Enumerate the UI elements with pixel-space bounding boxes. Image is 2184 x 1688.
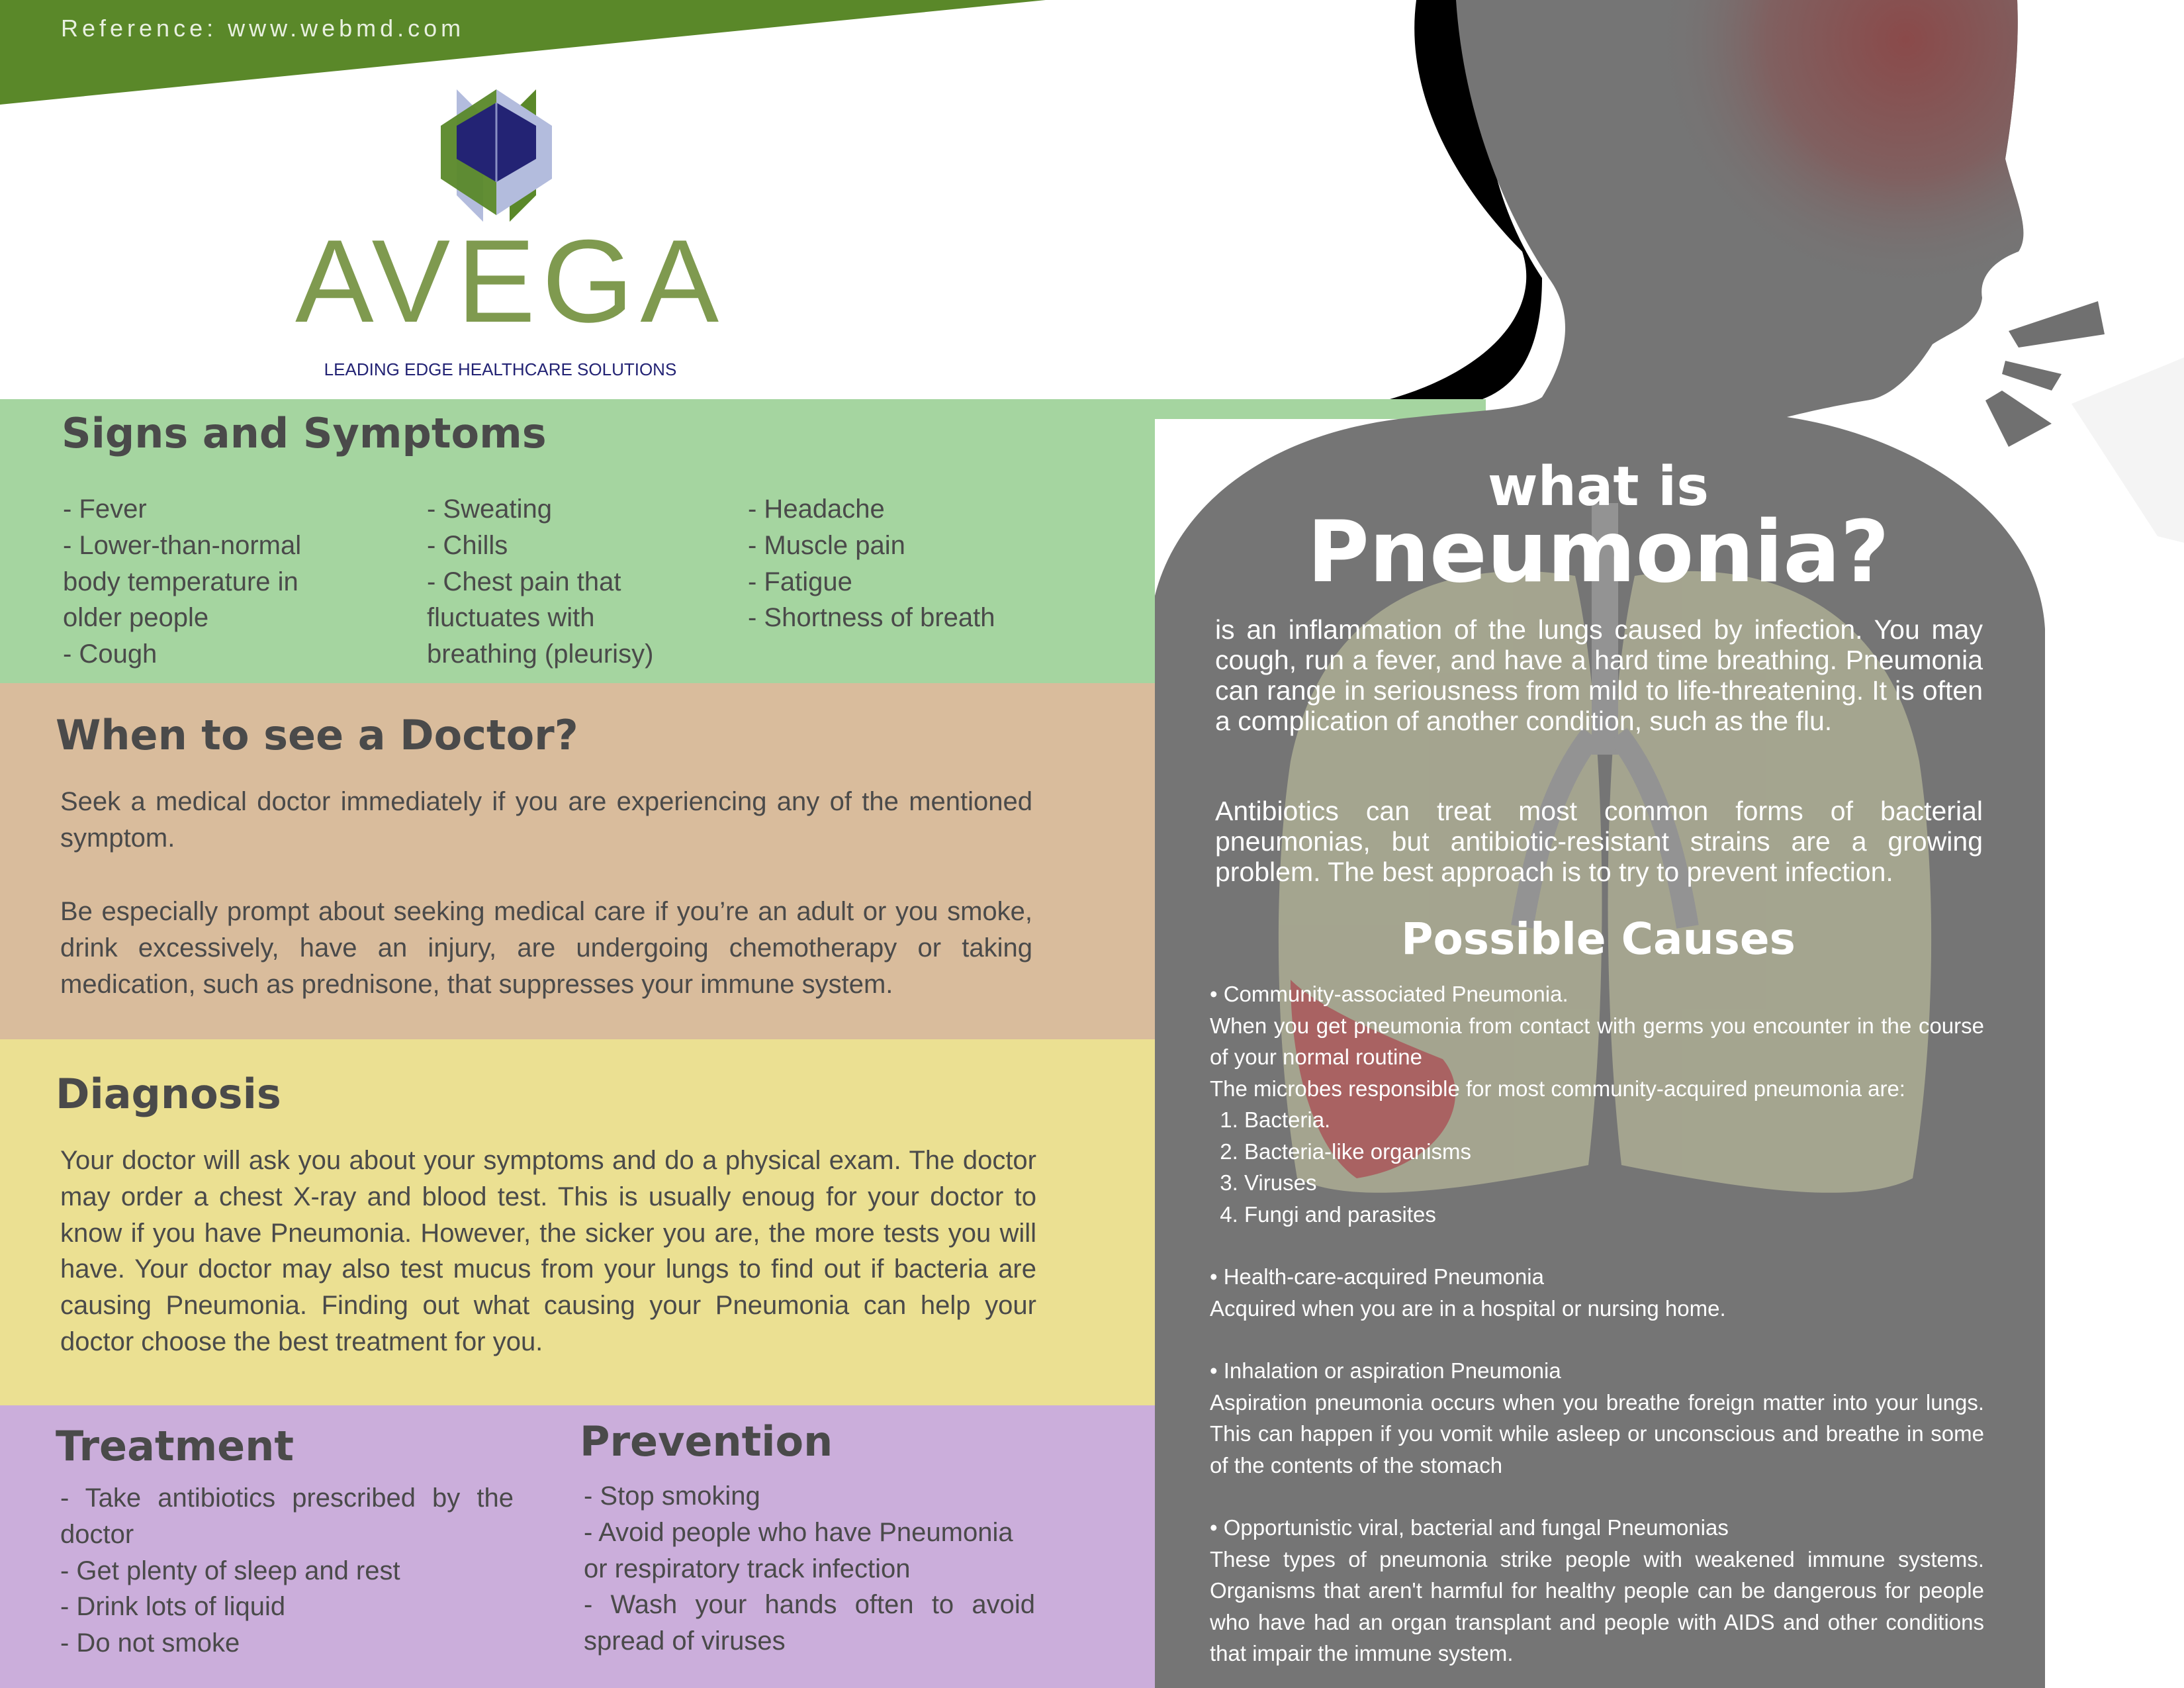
list-item: 1. Bacteria. [1244, 1104, 1984, 1136]
cough-mark [2071, 357, 2184, 543]
cause-heading: • Health-care-acquired Pneumonia [1210, 1264, 1544, 1289]
brand-name: AVEGA [295, 215, 726, 347]
prevention-item: - Wash your hands often to avoid spread of viruses [584, 1590, 1035, 1656]
cause-description: Acquired when you are in a hospital or nursing home. [1210, 1295, 1726, 1321]
causes-content [1210, 978, 1984, 1669]
treatment-item: - Get plenty of sleep and rest [60, 1556, 400, 1585]
cause-description: Aspiration pneumonia occurs when you breathe foreign matter into your lungs. This can happen if you vomit while asleep or unconscious and breathe in some of the contents of the stomach [1210, 1389, 1984, 1477]
cause-heading: • Inhalation or aspiration Pneumonia [1210, 1358, 1561, 1383]
list-item: 2. Bacteria-like organisms [1244, 1136, 1984, 1168]
diagnosis-title: Diagnosis [56, 1070, 281, 1118]
prevention-item: - Stop smoking [584, 1481, 760, 1511]
cough-mark [2009, 301, 2105, 348]
avega-logo-icon [437, 89, 556, 222]
symptoms-column-3: - Headache - Muscle pain - Fatigue - Shortness of breath [748, 494, 995, 633]
symptoms-column-1: - Fever - Lower-than-normal body temperature in older people - Cough [63, 494, 302, 669]
treatment-item: - Take antibiotics prescribed by the doctor [60, 1483, 514, 1549]
doctor-paragraph-1: Seek a medical doctor immediately if you are experiencing any of the mentioned symptom. [60, 787, 1032, 853]
doctor-paragraph-2: Be especially prompt about seeking medical care if you’re an adult or you smoke, drink excessively, have an injury, are undergoing chemotherapy or taking medication, such as prednisone, that suppresses your immune system. [60, 897, 1032, 999]
treatment-item: - Do not smoke [60, 1628, 240, 1658]
antibiotics-paragraph: Antibiotics can treat most common forms of bacterial pneumonias, but antibiotic-resistant strains are a growing problem. The best approach is to try to prevent infection. [1215, 796, 1983, 887]
definition-paragraph: is an inflammation of the lungs caused by infection. You may cough, run a fever, and have a hard time breathing. Pneumonia can range in seriousness from mild to life-threatening. It is often a complication of another condition, such as the flu. [1215, 614, 1983, 736]
causes-title: Possible Causes [1401, 914, 1796, 964]
cough-mark [1985, 391, 2052, 447]
list-item: 4. Fungi and parasites [1244, 1199, 1984, 1231]
cause-heading: • Opportunistic viral, bacterial and fungal Pneumonias [1210, 1515, 1729, 1540]
microbes-list [1210, 1104, 1984, 1230]
cause-description: When you get pneumonia from contact with germs you encounter in the course of your normal routine [1210, 1013, 1984, 1069]
prevention-list [584, 1478, 1035, 1660]
pneumonia-title: Pneumonia? [1307, 503, 1889, 602]
prevention-item: - Avoid people who have Pneumonia or respiratory track infection [584, 1517, 1013, 1583]
list-item: 3. Viruses [1244, 1167, 1984, 1199]
cause-description: These types of pneumonia strike people with weakened immune systems. Organisms that aren't harmful for healthy people can be dangerous for people who have had an organ transplant and people with AIDS and other conditions that impair the immune system. [1210, 1546, 1984, 1665]
treatment-title: Treatment [56, 1422, 295, 1470]
doctor-title: When to see a Doctor? [56, 711, 578, 759]
symptoms-column-2: - Sweating - Chills - Chest pain that fluctuates with breathing (pleurisy) [427, 494, 654, 669]
diagnosis-text: Your doctor will ask you about your symptoms and do a physical exam. The doctor may order a chest X-ray and blood test. This is usually enoug for your doctor to know if you have Pneumonia. However, the sicker you are, the more tests you will have. Your doctor may also test mucus from your lungs to find out if bacteria are causing Pneumonia. Finding out what causing your Pneumonia can help your doctor choose the best treatment for you. [60, 1146, 1036, 1356]
what-is-label: what is [1487, 455, 1709, 518]
treatment-item: - Drink lots of liquid [60, 1592, 286, 1622]
cause-description: The microbes responsible for most community-acquired pneumonia are: [1210, 1076, 1905, 1101]
treatment-list [60, 1480, 514, 1662]
signs-title: Signs and Symptoms [62, 409, 547, 457]
brand-tagline: LEADING EDGE HEALTHCARE SOLUTIONS [324, 359, 677, 379]
reference-text: Reference: www.webmd.com [61, 15, 465, 42]
cough-mark [2002, 361, 2062, 391]
cause-heading: • Community-associated Pneumonia. [1210, 982, 1569, 1006]
prevention-title: Prevention [580, 1417, 833, 1466]
